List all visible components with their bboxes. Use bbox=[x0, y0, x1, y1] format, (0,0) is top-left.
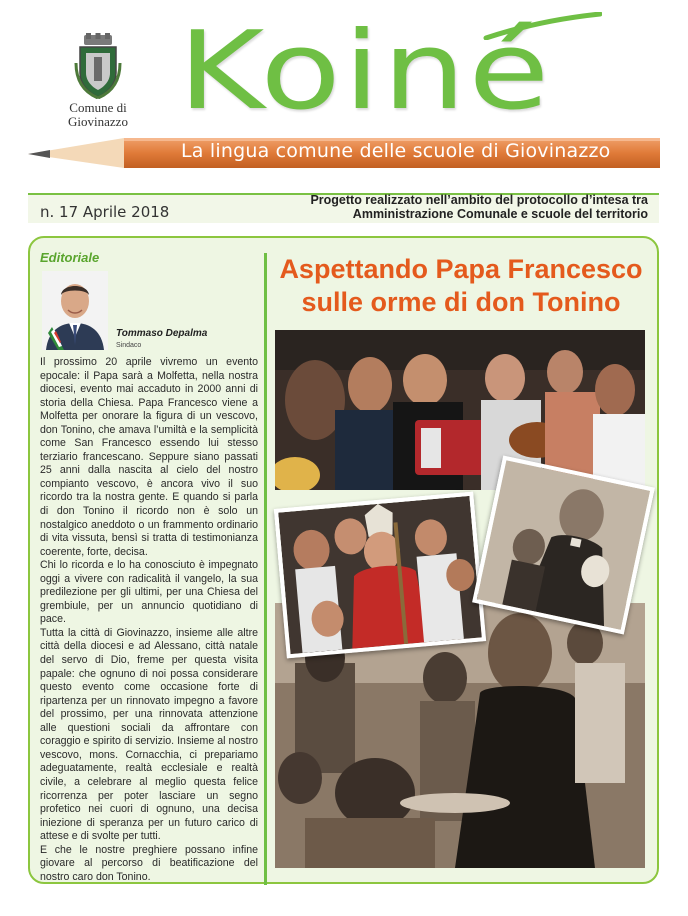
editorial-heading: Editoriale bbox=[40, 250, 100, 265]
author-name: Tommaso Depalma bbox=[116, 328, 208, 339]
masthead-tagline: La lingua comune delle scuole di Giovinazzo bbox=[181, 140, 611, 162]
column-divider bbox=[264, 253, 267, 885]
municipal-crest-icon bbox=[74, 33, 122, 99]
editorial-body bbox=[40, 356, 258, 884]
municipality-label: Comune di Giovinazzo bbox=[68, 100, 128, 129]
editorial-paragraph: Il prossimo 20 aprile vivremo un evento epocale: il Papa sarà a Molfetta, nella nostra diocesi, evento mai accaduto in 2000 anni di storia della Chiesa. Papa Francesco viene a Molfetta per onorare la figura di un vescovo, don Tonino, che amava l’umiltà e la semplicità come San Francesco essendo lui stesso terziario francescano. Seppure siano passati 25 anni dalla nascita al cielo del nostro compianto vescovo, è ancora vivo il suo ricordo tra la nostra gente. E quando si parla di don Tonino il ricordo non è solo un nostalgico aneddoto o un frammento ordinario di vita vissuta, bensì si tratta di testimonianza coerente, forte, decisa. bbox=[40, 356, 258, 558]
municipality-name bbox=[58, 101, 138, 129]
photo-priest-portrait bbox=[472, 456, 655, 635]
photo-accordion-gathering bbox=[275, 330, 645, 490]
editorial-paragraph: E che le nostre preghiere possano infine giovare al percorso di beatificazione del nostro caro don Tonino. bbox=[40, 843, 258, 883]
editorial-paragraph: Chi lo ricorda e lo ha conosciuto è impegnato oggi a vivere con radicalità il vangelo, la sua predilezione per gli ultimi, per una Chiesa del grembiule, per un annuncio quotidiano di pace. bbox=[40, 559, 258, 626]
feature-headline: Aspettando Papa Francesco sulle orme di don Tonino bbox=[279, 254, 643, 317]
author-role: Sindaco bbox=[116, 342, 142, 349]
logo-accent-stroke bbox=[482, 12, 602, 40]
masthead-logo: Koiné bbox=[178, 9, 552, 134]
project-note-line1: Progetto realizzato nell’ambito del protocollo d’intesa tra bbox=[310, 193, 648, 207]
author-portrait bbox=[42, 271, 108, 350]
editorial-paragraph: Tutta la città di Giovinazzo, insieme alle altre città della diocesi e ad Alessano, città natale del servo di Dio, freme per questa visita papale: che ognuno di noi possa considerare questo evento come occasione forte di ripartenza per un rinnovato impegno a favore del prossimo, per una rinnovata attenzione alle questioni sociali da affrontare con coraggio e spirito di servizio. Insieme al nostro vescovo, mons. Cornacchia, ci prepariamo adeguatamente, realtà ecclesiale e realtà civile, a celebrare al meglio questa felice ricorrenza per poter lasciare un segno profetico nei cuori di ognuno, una decisa iniezione di speranza per un futuro carico di attese e di svolte per tutti. bbox=[40, 626, 258, 843]
project-note-line2: Amministrazione Comunale e scuole del territorio bbox=[352, 207, 648, 221]
issue-number: n. 17 Aprile 2018 bbox=[40, 203, 170, 221]
project-note bbox=[310, 193, 648, 221]
photo-bishop-with-children bbox=[274, 492, 486, 659]
